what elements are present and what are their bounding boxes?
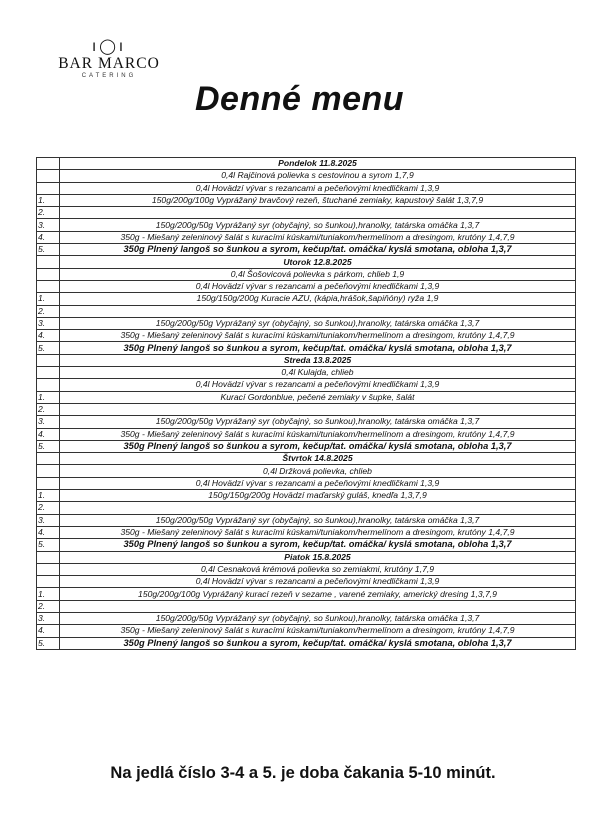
item-description: 350g - Miešaný zeleninový šalát s kuracími kúskami/tuniakom/hermelínom a dresingom, krutóny 1,4,7,9 — [60, 330, 576, 342]
item-number: 5. — [37, 539, 60, 551]
item-number — [37, 477, 60, 489]
item-description: 0,4l Hovädzí vývar s rezancami a pečeňovými knedličkami 1,3,9 — [60, 280, 576, 292]
menu-row — [37, 330, 576, 342]
item-number: 3. — [37, 612, 60, 624]
item-number — [37, 256, 60, 268]
brand-subtitle: CATERING — [81, 73, 137, 79]
item-number — [37, 576, 60, 588]
item-number — [37, 354, 60, 366]
item-description: 0,4l Hovädzí vývar s rezancami a pečeňovými knedličkami 1,3,9 — [60, 379, 576, 391]
menu-row — [37, 231, 576, 243]
item-number: 2. — [37, 305, 60, 317]
item-number: 4. — [37, 428, 60, 440]
item-number — [37, 453, 60, 465]
menu-row — [37, 588, 576, 600]
menu-row — [37, 637, 576, 649]
item-description: 150g/200g/50g Vyprážaný syr (obyčajný, so šunkou),hranolky, tatárska omáčka 1,3,7 — [60, 317, 576, 329]
menu-row — [37, 170, 576, 182]
item-description — [60, 403, 576, 415]
item-description: 0,4l Hovädzí vývar s rezancami a pečeňovými knedličkami 1,3,9 — [60, 576, 576, 588]
menu-row — [37, 465, 576, 477]
menu-row — [37, 502, 576, 514]
item-number: 4. — [37, 526, 60, 538]
footer-note: Na jedlá číslo 3-4 a 5. je doba čakania 5-10 minút. — [110, 764, 496, 782]
item-number: 4. — [37, 231, 60, 243]
menu-row — [37, 194, 576, 206]
item-description: 350g Plnený langoš so šunkou a syrom, kečup/tat. omáčka/ kyslá smotana, obloha 1,3,7 — [60, 637, 576, 649]
item-number: 1. — [37, 194, 60, 206]
menu-row — [37, 563, 576, 575]
item-description: 0,4l Kulajda, chlieb — [60, 367, 576, 379]
item-number: 4. — [37, 625, 60, 637]
item-description: 0,4l Držková polievka, chlieb — [60, 465, 576, 477]
day-header-row — [37, 354, 576, 366]
menu-row — [37, 207, 576, 219]
item-number: 2. — [37, 600, 60, 612]
menu-row — [37, 182, 576, 194]
item-description: 0,4l Rajčinová polievka s cestovinou a syrom 1,7,9 — [60, 170, 576, 182]
item-number: 3. — [37, 416, 60, 428]
item-description: 0,4l Hovädzí vývar s rezancami a pečeňovými knedličkami 1,3,9 — [60, 182, 576, 194]
menu-row — [37, 268, 576, 280]
menu-row — [37, 403, 576, 415]
menu-row — [37, 612, 576, 624]
item-number — [37, 367, 60, 379]
item-number — [37, 563, 60, 575]
day-header-row — [37, 453, 576, 465]
item-number: 3. — [37, 514, 60, 526]
item-number: 1. — [37, 391, 60, 403]
item-number — [37, 379, 60, 391]
menu-row — [37, 600, 576, 612]
item-number: 5. — [37, 342, 60, 354]
item-number: 4. — [37, 330, 60, 342]
day-header-row — [37, 551, 576, 563]
item-description — [60, 305, 576, 317]
menu-row — [37, 416, 576, 428]
item-description: 350g Plnený langoš so šunkou a syrom, kečup/tat. omáčka/ kyslá smotana, obloha 1,3,7 — [60, 244, 576, 256]
item-description — [60, 600, 576, 612]
day-title: Štvrtok 14.8.2025 — [60, 453, 576, 465]
menu-row — [37, 305, 576, 317]
item-description: 150g/200g/50g Vyprážaný syr (obyčajný, so šunkou),hranolky, tatárska omáčka 1,3,7 — [60, 219, 576, 231]
item-number: 3. — [37, 219, 60, 231]
brand-logo — [44, 36, 174, 80]
item-number — [37, 158, 60, 170]
item-number: 1. — [37, 588, 60, 600]
menu-row — [37, 440, 576, 452]
item-number: 5. — [37, 244, 60, 256]
menu-row — [37, 514, 576, 526]
item-number — [37, 170, 60, 182]
item-description: 150g/200g/100g Vyprážaný bravčový rezeň, štuchané zemiaky, kapustový šalát 1,3,7,9 — [60, 194, 576, 206]
item-description: 150g/200g/100g Vyprážaný kurací rezeň v sezame , varené zemiaky, americký dresing 1,3,7,9 — [60, 588, 576, 600]
item-number — [37, 182, 60, 194]
item-number — [37, 280, 60, 292]
item-number: 1. — [37, 293, 60, 305]
item-number: 5. — [37, 440, 60, 452]
item-description: 350g - Miešaný zeleninový šalát s kuracími kúskami/tuniakom/hermelínom a dresingom, krutóny 1,4,7,9 — [60, 526, 576, 538]
menu-row — [37, 477, 576, 489]
item-number: 5. — [37, 637, 60, 649]
menu-row — [37, 367, 576, 379]
menu-row — [37, 526, 576, 538]
item-description: 350g - Miešaný zeleninový šalát s kuracími kúskami/tuniakom/hermelínom a dresingom, krutóny 1,4,7,9 — [60, 428, 576, 440]
item-description: 350g Plnený langoš so šunkou a syrom, kečup/tat. omáčka/ kyslá smotana, obloha 1,3,7 — [60, 440, 576, 452]
item-description: 150g/200g/50g Vyprážaný syr (obyčajný, so šunkou),hranolky, tatárska omáčka 1,3,7 — [60, 514, 576, 526]
item-number: 2. — [37, 502, 60, 514]
item-description: 150g/200g/50g Vyprážaný syr (obyčajný, so šunkou),hranolky, tatárska omáčka 1,3,7 — [60, 416, 576, 428]
cutlery-icon: ı◯ı — [91, 37, 127, 55]
menu-table — [36, 157, 576, 650]
menu-row — [37, 379, 576, 391]
item-number: 2. — [37, 403, 60, 415]
day-header-row — [37, 256, 576, 268]
day-title: Piatok 15.8.2025 — [60, 551, 576, 563]
item-description — [60, 502, 576, 514]
day-title: Streda 13.8.2025 — [60, 354, 576, 366]
item-description: 350g - Miešaný zeleninový šalát s kuracími kúskami/tuniakom/hermelínom a dresingom, krutóny 1,4,7,9 — [60, 625, 576, 637]
item-description: 0,4l Šošovicová polievka s párkom, chlieb 1,9 — [60, 268, 576, 280]
item-description: 350g - Miešaný zeleninový šalát s kuracími kúskami/tuniakom/hermelínom a dresingom, krutóny 1,4,7,9 — [60, 231, 576, 243]
menu-row — [37, 280, 576, 292]
item-number — [37, 268, 60, 280]
menu-row — [37, 293, 576, 305]
item-description: 150g/150g/200g Kuracie AZU, (kápia,hrášok,šapiňóny) ryža 1,9 — [60, 293, 576, 305]
menu-row — [37, 342, 576, 354]
item-description: 350g Plnený langoš so šunkou a syrom, kečup/tat. omáčka/ kyslá smotana, obloha 1,3,7 — [60, 342, 576, 354]
menu-row — [37, 428, 576, 440]
item-number: 2. — [37, 207, 60, 219]
brand-name: BAR MARCO — [58, 55, 160, 72]
menu-row — [37, 219, 576, 231]
item-description: 150g/150g/200g Hovädzí maďarský guláš, knedľa 1,3,7,9 — [60, 490, 576, 502]
item-number: 3. — [37, 317, 60, 329]
menu-table-body — [37, 158, 576, 650]
item-description: 150g/200g/50g Vyprážaný syr (obyčajný, so šunkou),hranolky, tatárska omáčka 1,3,7 — [60, 612, 576, 624]
item-description — [60, 207, 576, 219]
day-title: Pondelok 11.8.2025 — [60, 158, 576, 170]
item-description: 0,4l Cesnaková krémová polievka so zemiakmi, krutóny 1,7,9 — [60, 563, 576, 575]
menu-row — [37, 317, 576, 329]
menu-row — [37, 490, 576, 502]
item-number: 1. — [37, 490, 60, 502]
item-description: 350g Plnený langoš so šunkou a syrom, kečup/tat. omáčka/ kyslá smotana, obloha 1,3,7 — [60, 539, 576, 551]
menu-row — [37, 391, 576, 403]
menu-row — [37, 244, 576, 256]
page-title: Denné menu — [195, 80, 405, 118]
item-description: Kurací Gordonblue, pečené zemiaky v šupke, šalát — [60, 391, 576, 403]
item-number — [37, 465, 60, 477]
day-header-row — [37, 158, 576, 170]
item-number — [37, 551, 60, 563]
menu-row — [37, 539, 576, 551]
day-title: Utorok 12.8.2025 — [60, 256, 576, 268]
menu-row — [37, 576, 576, 588]
item-description: 0,4l Hovädzí vývar s rezancami a pečeňovými knedličkami 1,3,9 — [60, 477, 576, 489]
menu-row — [37, 625, 576, 637]
